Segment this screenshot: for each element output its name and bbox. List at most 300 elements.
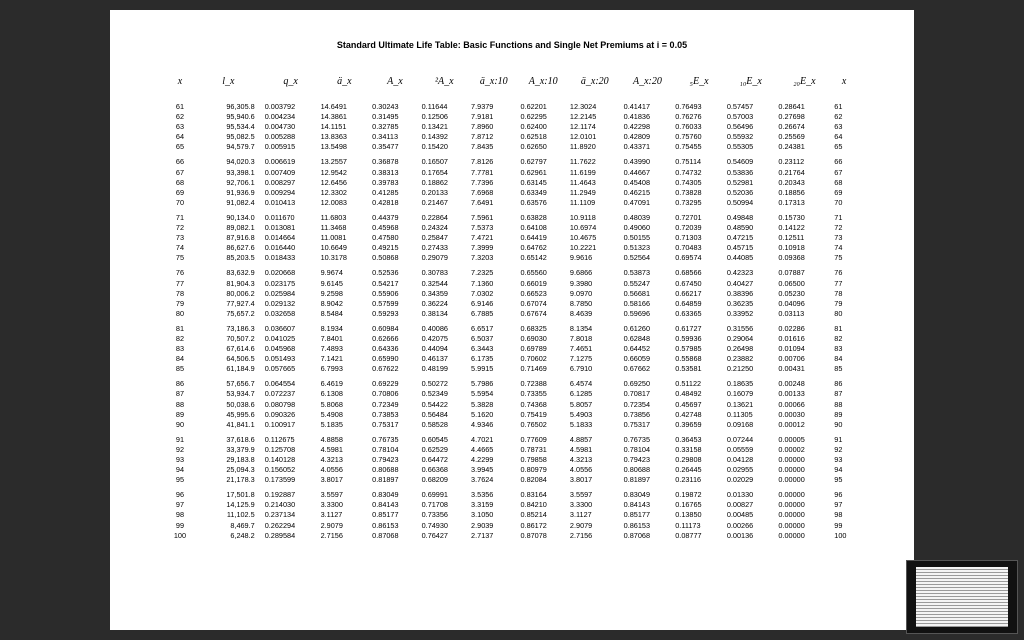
- table-cell: 0.00706: [778, 354, 805, 364]
- table-cell: 0.75317: [372, 419, 399, 429]
- table-cell: 0.23112: [778, 157, 805, 167]
- table-cell: 0.013081: [264, 223, 296, 233]
- table-cell: 0.56681: [623, 288, 651, 298]
- table-cell: 0.30243: [372, 102, 399, 111]
- table-cell: 8.1354: [569, 323, 593, 333]
- table-cell: 68: [834, 177, 843, 187]
- table-cell: 0.02286: [778, 323, 805, 333]
- table-cell: 0.69250: [623, 379, 651, 389]
- table-cell: 0.36878: [372, 157, 399, 167]
- table-cell: 0.65990: [372, 354, 399, 364]
- table-cell: 0.004234: [264, 112, 296, 122]
- table-cell: 0.192887: [264, 490, 296, 500]
- table-cell: 79: [834, 298, 843, 308]
- table-cell: 0.21764: [778, 167, 805, 177]
- table-cell: 0.51323: [623, 243, 651, 253]
- table-cell: 71: [175, 212, 185, 222]
- table-cell: 4.3213: [569, 455, 593, 464]
- table-cell: 66: [834, 157, 843, 167]
- table-cell: 0.76735: [623, 434, 651, 444]
- table-cell: 0.55906: [372, 288, 399, 298]
- table-cell: 63: [175, 122, 185, 132]
- table-cell: 62: [834, 112, 843, 122]
- table-cell: 0.64419: [520, 233, 547, 243]
- table-cell: 7.6491: [471, 197, 494, 207]
- table-cell: 0.80688: [372, 465, 399, 475]
- table-cell: 0.051493: [264, 354, 296, 364]
- table-cell: 0.11644: [421, 102, 448, 111]
- table-cell: 0.49848: [726, 212, 754, 222]
- table-cell: 2.9079: [320, 520, 343, 530]
- table-cell: 0.00005: [778, 434, 805, 444]
- page-thumbnail[interactable]: [906, 560, 1018, 634]
- table-cell: 11.4643: [569, 177, 596, 187]
- table-cell: 0.09368: [778, 253, 805, 263]
- table-cell: 95,082.5: [226, 132, 255, 142]
- table-cell: 0.11173: [675, 520, 701, 530]
- table-cell: 0.81897: [372, 475, 399, 485]
- table-cell: 82: [834, 333, 843, 343]
- column-header: ä_x: [337, 75, 352, 87]
- table-cell: 0.81897: [623, 475, 651, 485]
- table-row: [166, 198, 856, 208]
- table-cell: 10.6649: [320, 243, 347, 253]
- table-cell: 11.7622: [569, 157, 596, 167]
- table-cell: 0.54217: [372, 278, 399, 288]
- table-cell: 0.00002: [778, 444, 805, 454]
- table-cell: 0.020668: [264, 268, 296, 278]
- table-cell: 93,398.1: [226, 167, 255, 177]
- table-row: [166, 420, 856, 430]
- table-cell: 0.67622: [372, 364, 399, 374]
- table-cell: 7.3203: [471, 253, 494, 263]
- table-cell: 0.24324: [421, 223, 448, 233]
- table-cell: 0.009294: [264, 187, 296, 197]
- table-cell: 0.87068: [372, 530, 399, 540]
- table-cell: 50,038.6: [226, 399, 255, 409]
- table-cell: 6.4619: [320, 379, 343, 389]
- table-cell: 0.85177: [372, 510, 399, 520]
- table-cell: 6.9146: [471, 298, 494, 308]
- table-cell: 0.75760: [675, 132, 702, 142]
- table-cell: 73: [175, 233, 185, 243]
- table-cell: 0.40086: [421, 323, 448, 333]
- table-cell: 67: [175, 167, 185, 177]
- table-cell: 99: [175, 520, 185, 530]
- table-cell: 94: [175, 465, 185, 475]
- table-cell: 5.7986: [471, 379, 494, 389]
- table-cell: 97: [834, 500, 843, 510]
- table-cell: 0.025984: [264, 288, 296, 298]
- table-cell: 12.9542: [320, 167, 347, 177]
- table-cell: 10.6974: [569, 223, 597, 233]
- table-cell: 2.7156: [320, 530, 343, 540]
- table-cell: 74: [175, 243, 185, 253]
- table-cell: 0.00030: [778, 409, 805, 419]
- table-cell: 68: [175, 177, 185, 187]
- table-cell: 0.87068: [623, 530, 651, 540]
- table-cell: 11.8920: [569, 142, 596, 152]
- table-cell: 7.5961: [471, 212, 494, 222]
- table-cell: 100: [834, 530, 847, 540]
- table-cell: 0.22864: [421, 212, 448, 222]
- table-cell: 0.00000: [778, 530, 805, 540]
- table-cell: 0.125708: [264, 444, 296, 454]
- table-cell: 17,501.8: [226, 490, 255, 500]
- table-cell: 0.76493: [675, 102, 702, 111]
- table-cell: 0.50155: [623, 233, 651, 243]
- table-cell: 0.006619: [264, 157, 296, 167]
- table-cell: 0.69030: [520, 333, 547, 343]
- header-row: [166, 66, 856, 96]
- table-cell: 0.85177: [623, 510, 651, 520]
- table-cell: 0.62650: [520, 142, 547, 152]
- table-row: [166, 243, 856, 253]
- table-cell: 0.041025: [264, 333, 296, 343]
- table-cell: 0.00248: [778, 379, 805, 389]
- table-cell: 0.09168: [726, 419, 754, 429]
- table-cell: 0.70483: [675, 243, 702, 253]
- table-cell: 91: [834, 434, 843, 444]
- table-cell: 7.4651: [569, 344, 593, 354]
- table-cell: 91,082.4: [226, 197, 255, 207]
- table-row: [166, 263, 856, 278]
- table-row: [166, 430, 856, 445]
- table-cell: 0.005915: [264, 142, 296, 152]
- table-cell: 0.289584: [264, 530, 296, 540]
- table-cell: 0.83049: [372, 490, 399, 500]
- table-cell: 91: [175, 434, 185, 444]
- column-header: A_x:10: [528, 75, 558, 87]
- table-cell: 77: [834, 278, 843, 288]
- table-cell: 3.8017: [569, 475, 593, 485]
- table-cell: 100: [173, 530, 187, 540]
- table-row: [166, 475, 856, 485]
- table-cell: 0.23116: [675, 475, 702, 485]
- table-cell: 95,940.6: [226, 112, 255, 122]
- table-cell: 95,534.4: [226, 122, 255, 132]
- table-cell: 0.25569: [778, 132, 805, 142]
- table-cell: 0.00827: [726, 500, 754, 510]
- table-cell: 0.036607: [264, 323, 296, 333]
- table-cell: 0.66059: [623, 354, 651, 364]
- table-cell: 0.32785: [372, 122, 399, 132]
- table-row: [166, 279, 856, 289]
- table-cell: 0.55868: [675, 354, 702, 364]
- table-cell: 0.16079: [726, 389, 754, 399]
- table-cell: 78: [175, 288, 185, 298]
- table-row: [166, 400, 856, 410]
- table-row: [166, 122, 856, 132]
- table-cell: 0.72701: [675, 212, 702, 222]
- table-cell: 0.004730: [264, 122, 296, 132]
- table-row: [166, 521, 856, 531]
- table-cell: 0.41285: [372, 187, 399, 197]
- table-cell: 4.7021: [471, 434, 494, 444]
- table-cell: 97: [175, 500, 185, 510]
- table-cell: 6.7910: [569, 364, 593, 374]
- table-cell: 0.29808: [675, 455, 702, 464]
- table-cell: 0.34359: [421, 288, 448, 298]
- table-cell: 3.9945: [471, 465, 494, 475]
- table-cell: 0.100917: [264, 419, 296, 429]
- table-cell: 66: [175, 157, 185, 167]
- table-cell: 87: [834, 389, 843, 399]
- table-cell: 10.9118: [569, 212, 596, 222]
- table-cell: 7.1421: [320, 354, 343, 364]
- table-cell: 0.63349: [520, 187, 547, 197]
- table-row: [166, 455, 856, 465]
- table-cell: 4.3213: [320, 455, 343, 464]
- table-cell: 80,006.2: [226, 288, 255, 298]
- table-cell: 0.78104: [372, 444, 399, 454]
- table-cell: 14.3861: [320, 112, 347, 122]
- table-cell: 0.112675: [264, 434, 295, 444]
- table-cell: 67,614.6: [226, 344, 255, 354]
- table-cell: 57,656.7: [226, 379, 255, 389]
- table-cell: 0.19872: [675, 490, 702, 500]
- table-cell: 99: [834, 520, 843, 530]
- table-cell: 0.52981: [726, 177, 754, 187]
- table-cell: 0.02955: [726, 465, 754, 475]
- table-cell: 0.51122: [675, 379, 702, 389]
- table-cell: 9.6866: [569, 268, 593, 278]
- table-cell: 7.8126: [471, 157, 494, 167]
- table-cell: 5.4903: [569, 409, 593, 419]
- table-cell: 0.00000: [778, 475, 805, 485]
- table-cell: 0.00133: [778, 389, 805, 399]
- table-cell: 0.62400: [520, 122, 547, 132]
- table-cell: 0.87078: [520, 530, 547, 540]
- table-cell: 0.31556: [726, 323, 754, 333]
- table-cell: 0.73828: [675, 187, 702, 197]
- table-cell: 78: [834, 288, 843, 298]
- table-cell: 0.38396: [726, 288, 754, 298]
- table-cell: 7.4893: [320, 344, 343, 354]
- table-row: [166, 112, 856, 122]
- table-cell: 4.0556: [320, 465, 343, 475]
- table-cell: 81: [834, 323, 843, 333]
- table-cell: 89,082.1: [226, 223, 255, 233]
- table-cell: 14.1151: [320, 122, 347, 132]
- column-header: ₂₀E_x: [793, 75, 816, 87]
- table-cell: 37,618.6: [226, 434, 255, 444]
- table-cell: 7.8018: [569, 333, 593, 343]
- table-cell: 0.26674: [778, 122, 805, 132]
- table-cell: 0.60545: [421, 434, 448, 444]
- table-cell: 0.49215: [372, 243, 399, 253]
- table-cell: 13.2557: [320, 157, 347, 167]
- table-cell: 0.84210: [520, 500, 547, 510]
- table-cell: 8,469.7: [230, 520, 255, 530]
- table-cell: 0.04096: [778, 298, 805, 308]
- table-cell: 0.00000: [778, 455, 805, 464]
- table-cell: 0.83164: [520, 490, 547, 500]
- table-cell: 0.58528: [421, 419, 448, 429]
- table-cell: 0.39659: [675, 419, 702, 429]
- table-cell: 0.05559: [726, 444, 754, 454]
- table-cell: 72: [834, 223, 843, 233]
- table-cell: 0.01330: [726, 490, 754, 500]
- table-cell: 0.59936: [675, 333, 702, 343]
- table-cell: 0.44094: [421, 344, 448, 354]
- table-row: [166, 309, 856, 319]
- table-cell: 13.8363: [320, 132, 347, 142]
- table-cell: 0.73295: [675, 197, 702, 207]
- table-cell: 0.011670: [264, 212, 295, 222]
- table-row: [166, 96, 856, 112]
- table-cell: 0.38313: [372, 167, 399, 177]
- table-cell: 0.76276: [675, 112, 702, 122]
- table-cell: 0.03113: [778, 308, 805, 318]
- table-cell: 0.52536: [372, 268, 399, 278]
- table-cell: 0.52564: [623, 253, 651, 263]
- table-cell: 3.1127: [320, 510, 343, 520]
- table-row: [166, 132, 856, 142]
- table-cell: 10.2221: [569, 243, 597, 253]
- table-cell: 0.07887: [778, 268, 805, 278]
- table-cell: 90,134.0: [226, 212, 255, 222]
- table-row: [166, 485, 856, 500]
- table-cell: 4.8857: [569, 434, 593, 444]
- table-cell: 0.48039: [623, 212, 651, 222]
- table-cell: 89: [175, 409, 185, 419]
- table-cell: 61,184.9: [226, 364, 255, 374]
- table-cell: 0.79423: [623, 455, 651, 464]
- table-cell: 0.27698: [778, 112, 805, 122]
- table-cell: 0.17313: [778, 197, 805, 207]
- table-cell: 14.6491: [320, 102, 347, 111]
- table-cell: 6.5037: [471, 333, 494, 343]
- table-cell: 0.05230: [778, 288, 805, 298]
- table-cell: 3.5597: [569, 490, 593, 500]
- table-cell: 7.0302: [471, 288, 494, 298]
- table-cell: 7.8401: [320, 333, 343, 343]
- table-cell: 0.18862: [421, 177, 448, 187]
- table-cell: 6.7993: [320, 364, 343, 374]
- table-cell: 7.1360: [471, 278, 494, 288]
- table-row: [166, 389, 856, 399]
- table-cell: 0.26498: [726, 344, 754, 354]
- table-cell: 7.1275: [569, 354, 593, 364]
- table-cell: 0.61260: [623, 323, 651, 333]
- table-cell: 93: [834, 455, 843, 464]
- table-cell: 0.75419: [520, 409, 547, 419]
- table-cell: 73: [834, 233, 843, 243]
- table-cell: 75: [834, 253, 843, 263]
- table-cell: 0.76427: [421, 530, 448, 540]
- table-cell: 0.45715: [726, 243, 754, 253]
- table-cell: 0.41417: [623, 102, 651, 111]
- table-cell: 83,632.9: [226, 268, 255, 278]
- table-cell: 76: [175, 268, 185, 278]
- table-cell: 0.64336: [372, 344, 399, 354]
- table-cell: 0.54609: [726, 157, 754, 167]
- table-cell: 77: [175, 278, 185, 288]
- table-cell: 0.66217: [675, 288, 702, 298]
- table-cell: 94: [834, 465, 843, 475]
- table-cell: 0.62797: [520, 157, 547, 167]
- table-cell: 0.41836: [623, 112, 651, 122]
- table-cell: 11,102.5: [226, 510, 255, 520]
- table-cell: 74: [834, 243, 843, 253]
- table-cell: 0.49060: [623, 223, 651, 233]
- table-cell: 0.76033: [675, 122, 702, 132]
- table-cell: 83: [175, 344, 185, 354]
- table-cell: 4.0556: [569, 465, 593, 475]
- table-cell: 0.45408: [623, 177, 651, 187]
- table-cell: 0.01616: [778, 333, 805, 343]
- table-cell: 64: [175, 132, 185, 142]
- table-cell: 0.00136: [726, 530, 754, 540]
- table-cell: 0.42818: [372, 197, 399, 207]
- table-cell: 2.7137: [471, 530, 494, 540]
- table-cell: 8.9042: [320, 298, 343, 308]
- table-cell: 0.74305: [675, 177, 702, 187]
- table-cell: 0.80688: [623, 465, 651, 475]
- table-cell: 63: [834, 122, 843, 132]
- column-header: A_x:20: [633, 75, 662, 87]
- table-cell: 0.34113: [372, 132, 399, 142]
- table-cell: 0.17654: [421, 167, 448, 177]
- table-cell: 92: [834, 444, 843, 454]
- table-cell: 0.60984: [372, 323, 399, 333]
- table-cell: 7.8435: [471, 142, 494, 152]
- table-cell: 0.36235: [726, 298, 754, 308]
- column-header: ²A_x: [435, 75, 454, 87]
- column-header: ₅E_x: [689, 75, 709, 87]
- table-cell: 80: [175, 308, 185, 318]
- table-cell: 11.3468: [320, 223, 347, 233]
- table-cell: 0.74732: [675, 167, 702, 177]
- table-cell: 0.11305: [726, 409, 753, 419]
- table-cell: 0.39783: [372, 177, 399, 187]
- table-cell: 0.53873: [623, 268, 651, 278]
- table-cell: 71: [834, 212, 843, 222]
- table-row: [166, 233, 856, 243]
- table-cell: 53,934.7: [226, 389, 255, 399]
- table-cell: 0.72388: [520, 379, 547, 389]
- table-cell: 3.3159: [471, 500, 494, 510]
- table-cell: 7.9379: [471, 102, 494, 111]
- table-cell: 6.1285: [569, 389, 593, 399]
- table-cell: 0.018433: [264, 253, 296, 263]
- table-cell: 0.55247: [623, 278, 651, 288]
- table-body: [166, 96, 856, 541]
- table-cell: 0.13621: [726, 399, 754, 409]
- table-cell: 0.016440: [264, 243, 296, 253]
- document-page: [110, 10, 914, 630]
- table-cell: 7.4721: [471, 233, 494, 243]
- column-header: q_x: [283, 75, 298, 87]
- table-cell: 91,936.9: [226, 187, 255, 197]
- table-cell: 86: [175, 379, 185, 389]
- table-cell: 0.08777: [675, 530, 702, 540]
- table-cell: 3.3300: [320, 500, 343, 510]
- table-cell: 0.86153: [372, 520, 399, 530]
- table-cell: 7.9181: [471, 112, 494, 122]
- table-cell: 96: [175, 490, 185, 500]
- table-cell: 0.57599: [372, 298, 399, 308]
- table-cell: 0.20343: [778, 177, 805, 187]
- table-cell: 12.3024: [569, 102, 597, 111]
- table-row: [166, 531, 856, 541]
- table-cell: 81: [175, 323, 185, 333]
- table-cell: 0.70817: [623, 389, 651, 399]
- table-cell: 2.7156: [569, 530, 593, 540]
- table-cell: 29,183.8: [226, 455, 255, 464]
- table-cell: 83: [834, 344, 843, 354]
